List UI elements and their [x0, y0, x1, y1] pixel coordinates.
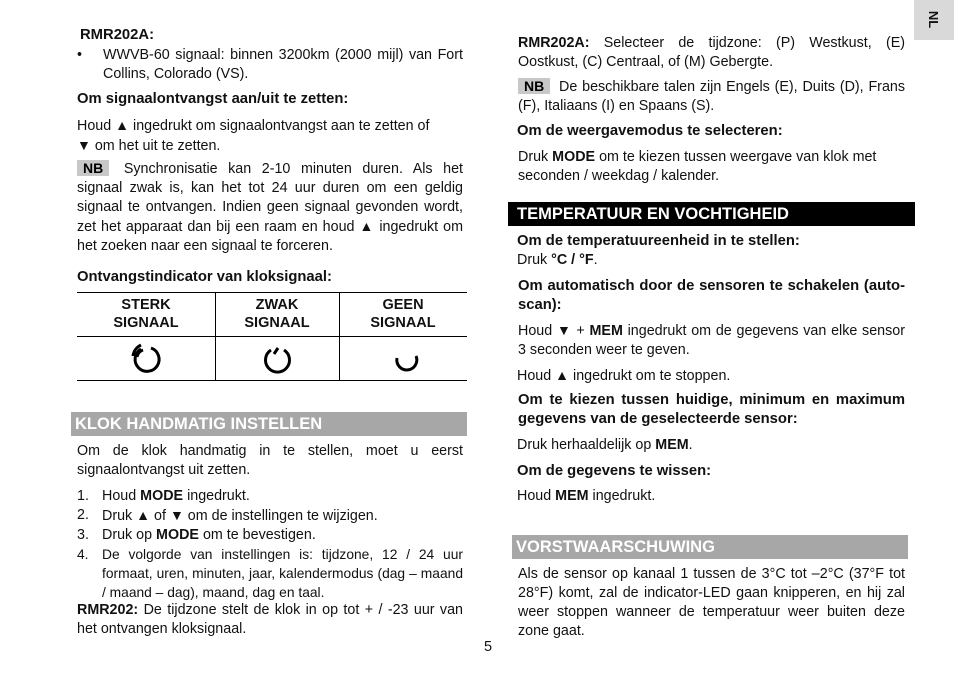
clear-header: Om de gegevens te wissen:	[517, 463, 712, 479]
language-tab	[914, 0, 954, 40]
frost-text: Als de sensor op kanaal 1 tussen de 3°C tot –2°C (37°F tot 28°F) komt, zal de indicator-LED gaan knipperen, en hij zal weer stoppen wanneer de temperatuur weer buiten deze zone gaat.	[518, 566, 905, 639]
rmr202a-label-left: RMR202A:	[80, 27, 154, 43]
weak-signal-icon	[259, 342, 295, 378]
up-arrow-icon: ▲	[555, 367, 570, 383]
table-header-weak: ZWAK SIGNAAL	[244, 297, 310, 331]
up-arrow-icon: ▲	[115, 117, 130, 133]
stop-text: Houd ▲ ingedrukt om te stoppen.	[517, 367, 731, 384]
steps-list	[77, 487, 463, 602]
manual-section-bar	[71, 412, 467, 436]
language-tab-label: NL	[926, 10, 942, 29]
nb-note-left: NB Synchronisatie kan 2-10 minuten duren. Als het signaal zwak is, kan het tot 24 uur duren om een geldig signaal te ontvangen. Indien geen signaal gevonden wordt, zet het apparaat dan bij een raam en houd ▲ ingedrukt om het zoeken naar een signaal te forceren.	[77, 160, 463, 254]
signal-table	[77, 292, 467, 382]
step-4: 4. De volgorde van instellingen is: tijdzone, 12 / 24 uur formaat, uren, minuten, jaar, kalendermodus (dag – maand / maand – dag), maand, dag en taal.	[77, 547, 463, 600]
down-arrow-icon: ▼	[556, 322, 572, 338]
display-mode-header: Om de weergavemodus te selecteren:	[517, 123, 783, 139]
minmax-header: Om te kiezen tussen huidige, minimum en maximum gegevens van de geselecteerde sensor:	[518, 392, 905, 427]
minmax-text: Druk herhaaldelijk op MEM.	[517, 437, 693, 453]
autoscan-text: Houd ▼ + MEM ingedrukt om de gegevens van elke sensor 3 seconden weer te geven.	[518, 322, 905, 358]
page-number: 5	[484, 639, 493, 655]
nb-badge: NB	[518, 78, 550, 94]
clear-text: Houd MEM ingedrukt.	[517, 488, 656, 504]
display-mode-text: Druk MODE om te kiezen tussen weergave van klok met seconden / weekdag / kalender.	[518, 149, 877, 184]
frost-section-title: VORSTWAARSCHUWING	[516, 538, 715, 556]
table-header-none: GEEN SIGNAAL	[370, 297, 436, 331]
step-3: 3. Druk op MODE om te bevestigen.	[77, 527, 316, 543]
no-signal-icon	[389, 342, 425, 378]
table-header-strong: STERK SIGNAAL	[113, 297, 179, 331]
down-arrow-icon: ▼	[77, 137, 91, 153]
up-arrow-icon: ▲	[359, 218, 375, 234]
rmr202a-paragraph-right: RMR202A: Selecteer de tijdzone: (P) Westkust, (E) Oostkust, (C) Centraal, of (M) Gebergte.	[518, 35, 905, 70]
wwvb-bullet-item	[77, 46, 463, 84]
unit-header: Om de temperatuureenheid in te stellen:	[517, 233, 800, 249]
step-2: 2. Druk ▲ of ▼ om de instellingen te wijzigen.	[77, 507, 378, 524]
temp-section-title: TEMPERATUUR EN VOCHTIGHEID	[517, 205, 789, 223]
indicator-header: Ontvangstindicator van kloksignaal:	[77, 269, 332, 285]
unit-text: Druk °C / °F.	[517, 252, 598, 268]
down-arrow-icon: ▼	[169, 507, 184, 523]
strong-signal-icon	[129, 342, 165, 378]
nb-note-right: NB De beschikbare talen zijn Engels (E), Duits (D), Frans (F), Italiaans (I) en Spaans (S).	[518, 78, 905, 114]
wwvb-text: WWVB-60 signaal: binnen 3200km (2000 mijl) van Fort Collins, Colorado (VS).	[103, 47, 463, 82]
temp-section-bar	[508, 202, 915, 226]
up-arrow-icon: ▲	[136, 507, 151, 523]
nb-badge: NB	[77, 160, 109, 176]
bullet: •	[77, 47, 83, 63]
signal-toggle-paragraph: Houd ▲ ingedrukt om signaalontvangst aan te zetten of ▼ om het uit te zetten.	[77, 117, 430, 154]
rmr202-paragraph: RMR202: De tijdzone stelt de klok in op tot + / -23 uur van het ontvangen kloksignaal.	[77, 602, 463, 637]
rmr202-label: RMR202:	[77, 602, 139, 618]
manual-intro: Om de klok handmatig in te stellen, moet u eerst signaalontvangst uit zetten.	[77, 443, 463, 478]
step-1: 1. Houd MODE ingedrukt.	[77, 488, 250, 504]
signal-toggle-header: Om signaalontvangst aan/uit te zetten:	[77, 91, 349, 107]
manual-section-title: KLOK HANDMATIG INSTELLEN	[75, 415, 323, 433]
autoscan-header: Om automatisch door de sensoren te schakelen (auto-scan):	[518, 278, 905, 313]
frost-section-bar	[512, 535, 908, 559]
